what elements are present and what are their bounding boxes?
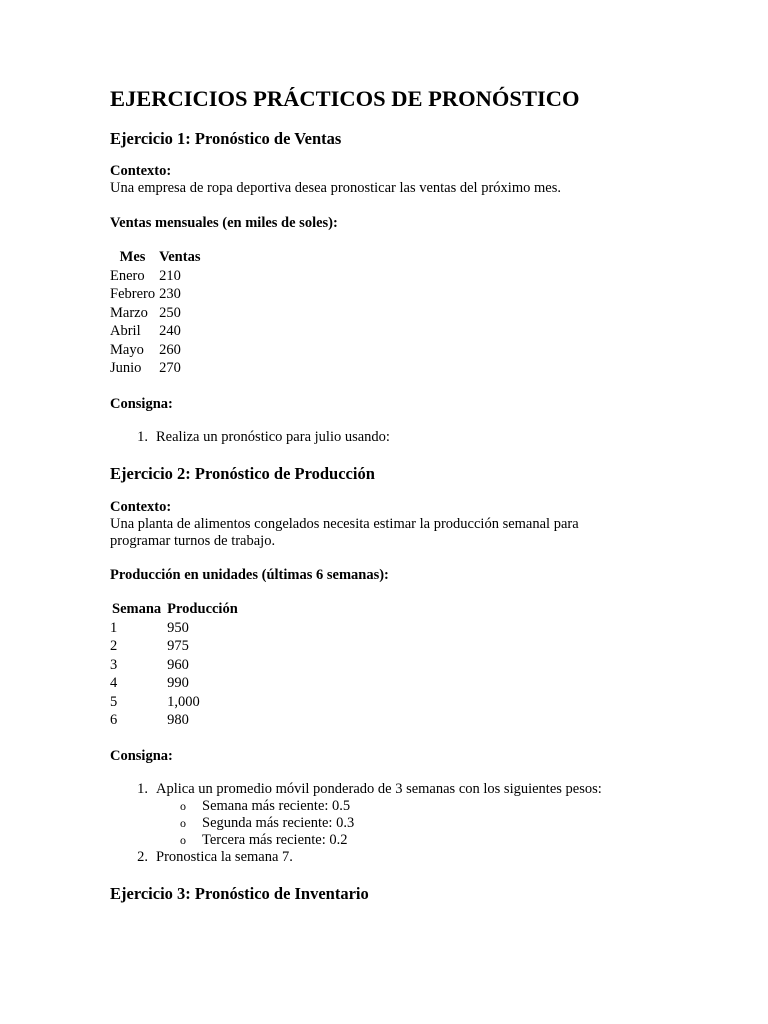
sales-cell: 240	[159, 323, 181, 339]
table-row	[110, 637, 240, 656]
production-cell: 1,000	[167, 693, 200, 710]
week-cell: 4	[110, 675, 118, 691]
table-row	[108, 359, 202, 378]
month-cell: Mayo	[110, 341, 144, 358]
month-cell: Enero	[110, 267, 145, 284]
week-cell: 6	[110, 712, 118, 728]
list-text: Realiza un pronóstico para julio usando:	[156, 429, 390, 445]
table-row	[108, 341, 202, 360]
table-header-row	[108, 248, 202, 267]
list-text: Aplica un promedio móvil ponderado de 3 semanas con los siguientes pesos:	[156, 781, 602, 797]
production-cell: 990	[167, 675, 189, 691]
bullet-marker: o	[180, 816, 186, 830]
exercise-2-table-title: Producción en unidades (últimas 6 semanas):	[110, 567, 389, 583]
table-row	[110, 674, 240, 693]
bullet-marker: o	[180, 799, 186, 813]
sales-cell: 210	[159, 267, 181, 284]
sales-cell: 260	[159, 341, 181, 358]
table-row	[110, 693, 240, 712]
sales-cell: 230	[159, 286, 181, 302]
column-header-ventas: Ventas	[159, 249, 201, 265]
table-row	[108, 304, 202, 323]
exercise-2-consigna-label: Consigna:	[110, 748, 173, 764]
list-number: 2.	[137, 849, 148, 865]
sales-table	[108, 248, 202, 378]
sub-list-item	[110, 798, 710, 815]
bullet-marker: o	[180, 833, 186, 847]
table-row	[110, 619, 240, 638]
list-number: 1.	[137, 781, 148, 797]
week-cell: 1	[110, 619, 118, 636]
column-header-semana: Semana	[112, 601, 162, 617]
sub-list-item	[110, 815, 710, 832]
exercise-2-context-line-1: Una planta de alimentos congelados necesita estimar la producción semanal para	[110, 516, 579, 532]
exercise-2-instructions	[110, 781, 710, 866]
list-item	[110, 849, 710, 866]
table-row	[108, 285, 202, 304]
sub-list-text: Tercera más reciente: 0.2	[202, 832, 348, 848]
month-cell: Abril	[110, 323, 141, 339]
exercise-1-table-title: Ventas mensuales (en miles de soles):	[110, 215, 338, 231]
sub-list-text: Segunda más reciente: 0.3	[202, 815, 355, 831]
table-row	[110, 656, 240, 675]
column-header-produccion: Producción	[167, 601, 238, 617]
exercise-1-heading: Ejercicio 1: Pronóstico de Ventas	[110, 129, 342, 148]
sales-cell: 250	[159, 304, 181, 321]
table-row	[108, 267, 202, 286]
list-item	[110, 781, 710, 798]
production-table	[110, 600, 240, 730]
exercise-2-context-line-2: programar turnos de trabajo.	[110, 533, 276, 549]
week-cell: 3	[110, 656, 118, 673]
sales-cell: 270	[159, 360, 181, 376]
week-cell: 2	[110, 638, 118, 654]
exercise-2-heading: Ejercicio 2: Pronóstico de Producción	[110, 464, 375, 483]
production-cell: 950	[167, 619, 189, 636]
month-cell: Febrero	[110, 286, 156, 302]
sub-list-item	[110, 832, 710, 849]
exercise-1-consigna-label: Consigna:	[110, 396, 173, 412]
exercise-1-context-label: Contexto:	[110, 163, 172, 179]
document-title: EJERCICIOS PRÁCTICOS DE PRONÓSTICO	[110, 86, 580, 111]
production-cell: 960	[167, 656, 189, 673]
production-cell: 980	[167, 712, 189, 728]
exercise-2-context-label: Contexto:	[110, 499, 172, 515]
list-number: 1.	[137, 429, 148, 445]
month-cell: Junio	[110, 360, 142, 376]
exercise-3-heading: Ejercicio 3: Pronóstico de Inventario	[110, 884, 369, 903]
column-header-mes: Mes	[119, 249, 146, 265]
exercise-1-context-text: Una empresa de ropa deportiva desea pronosticar las ventas del próximo mes.	[110, 180, 561, 196]
list-text: Pronostica la semana 7.	[156, 849, 293, 865]
week-cell: 5	[110, 693, 118, 710]
table-row	[108, 322, 202, 341]
table-header-row	[110, 600, 240, 619]
table-row	[110, 711, 240, 730]
production-cell: 975	[167, 638, 189, 654]
sub-list-text: Semana más reciente: 0.5	[202, 798, 351, 814]
month-cell: Marzo	[110, 304, 148, 321]
